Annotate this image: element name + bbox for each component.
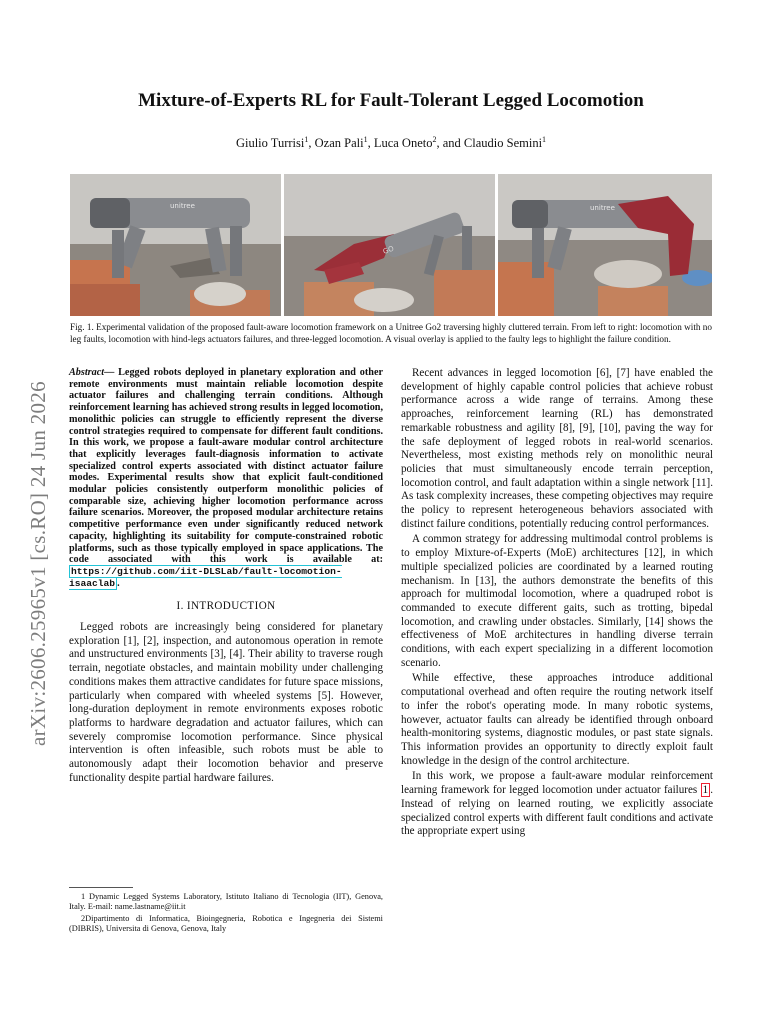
abstract <box>69 367 383 589</box>
intro-paragraph: While effective, these approaches introduce additional computational overhead and often require the routing network itself to infer the robot's operating mode. In many robotic systems, however, actuator faults can already be identified through onboard health-monitoring systems, diagnostic modules, or past state signals. This information provides an opportunity to directly exploit fault knowledge in the design of the control architecture. <box>401 672 713 767</box>
abstract-end: . <box>117 577 120 589</box>
arxiv-side-stamp <box>24 286 50 746</box>
photo-hind-leg-failures <box>284 174 495 316</box>
author-separator: , <box>367 136 374 151</box>
author-affiliation: 1 <box>363 135 368 144</box>
author-affiliation: 1 <box>542 135 547 144</box>
left-column <box>69 367 383 786</box>
paper-title: Mixture-of-Experts RL for Fault-Tolerant Legged Locomotion <box>138 90 644 111</box>
author-list <box>0 135 782 151</box>
author-affiliation: 2 <box>432 135 437 144</box>
code-link[interactable]: https://github.com/iit-DLSLab/fault-locomotion-isaaclab <box>69 565 342 589</box>
abstract-dash: — <box>104 367 119 378</box>
author-separator: , and <box>436 136 464 151</box>
arxiv-id-text: arXiv:2606.25965v1 [cs.RO] 24 Jun 2026 <box>26 381 50 746</box>
figure-caption: Fig. 1. Experimental validation of the proposed fault-aware locomotion framework on a Unitree Go2 traversing highly cluttered terrain. From left to right: locomotion with no leg faults, locomotion with hind-legs actuators failures, and three-legged locomotion. A visual overlay is applied to the faulty legs to highlight the failure condition. <box>70 322 712 344</box>
footnote-rule <box>69 887 133 888</box>
author-name: Luca Oneto <box>373 136 433 151</box>
figure-reference-link[interactable]: 1 <box>702 784 709 797</box>
footnote-affiliation-2: 2Dipartimento di Informatica, Bioingegneria, Robotica e Ingegneria dei Sistemi (DIBRIS), Universita di Genova, Genova, Italy <box>69 914 383 934</box>
author-separator: , <box>308 136 315 151</box>
intro-paragraph-contribution <box>401 770 713 839</box>
author-name: Claudio Semini <box>463 136 543 151</box>
svg-text:unitree: unitree <box>170 202 195 210</box>
contribution-text: In this work, we propose a fault-aware modular reinforcement learning framework for legged locomotion under actuator failures <box>401 770 713 797</box>
svg-text:GO: GO <box>381 244 395 256</box>
abstract-text: Legged robots deployed in planetary exploration and other remote environments must maintain reliable locomotion despite actuator failures and challenging terrain conditions. Although reinforcement learning has achieved strong results in legged locomotion, monolithic policies can struggle to efficiently represent the diverse control strategies required to compensate for different fault conditions. In this work, we propose a fault-aware modular control architecture that explicitly leverages fault-diagnosis information to activate specialized control experts associated with distinct actuator failure modes. Experimental results show that explicit fault-conditioned modular policies consistently outperform monolithic policies of comparable size, achieving higher locomotion performance across failure scenarios. Moreover, the proposed modular architecture retains competitive performance even under significantly reduced network capacity, highlighting its suitability for compute-constrained robotic platforms, such as those typically employed in space applications. The code associated with this work is available at: <box>69 367 383 566</box>
intro-paragraph: A common strategy for addressing multimodal control problems is to employ Mixture-of-Experts (MoE) architectures [12], in which multiple specialized policies are coordinated by a learned routing mechanism. In [13], the authors demonstrate the benefits of this approach for multimodal locomotion, where a quadruped robot is commanded to execute different gaits, such as trotting, bipedal locomotion, and crawling under obstacles. Similarly, [14] shows the effectiveness of MoE architectures in handling diverse terrain conditions, with each expert specializing in a different locomotion scenario. <box>401 533 713 669</box>
photo-no-faults <box>70 174 281 316</box>
contribution-text: . Instead of relying on learned routing, we explicitly associate specialized control experts with different fault conditions and activate the appropriate expert using <box>401 784 713 838</box>
intro-paragraph: Recent advances in legged locomotion [6], [7] have enabled the development of highly capable control policies that achieve robust performance across a wide range of terrains. Among these approaches, reinforcement learning (RL) has demonstrated remarkable robustness and agility [8], [9], [10], paving the way for the safe deployment of legged robots in real-world scenarios. Nevertheless, most existing methods rely on monolithic neural policies that must simultaneously encode terrain perception, locomotion control, and fault adaptation within a single network [11]. As task complexity increases, these competing objectives may require the policy to represent heterogeneous behaviors associated with distinct failure conditions, potentially reducing control performances. <box>401 367 713 530</box>
section-heading-introduction: I. INTRODUCTION <box>176 600 276 613</box>
photo-three-legged <box>498 174 712 316</box>
figure-1-photos <box>70 174 712 316</box>
footnote-affiliation-1: 1 Dynamic Legged Systems Laboratory, Istituto Italiano di Tecnologia (IIT), Genova, Italy. E-mail: name.lastname@iit.it <box>69 892 383 912</box>
author-affiliation: 1 <box>304 135 309 144</box>
author-name: Ozan Pali <box>314 136 364 151</box>
right-column <box>401 367 713 839</box>
intro-paragraph: Legged robots are increasingly being considered for planetary exploration [1], [2], inspection, and autonomous operation in remote and unstructured environments [3], [4]. Their ability to traverse rough terrain, negotiate obstacles, and maintain mobility under challenging conditions makes them attractive candidates for future space missions, particularly when compared with wheeled systems [5]. However, long-duration deployment in remote environments exposes robotic platforms to hardware degradation and actuator failures, which can severely compromise locomotion performance. Since physical intervention is often infeasible, such robots must be able to autonomously adapt their locomotion behavior and preserve functionality despite partial hardware failures. <box>69 621 383 784</box>
svg-text:unitree: unitree <box>590 204 615 212</box>
author-name: Giulio Turrisi <box>235 136 305 151</box>
footnotes <box>69 892 383 934</box>
abstract-lead: Abstract <box>69 367 105 378</box>
